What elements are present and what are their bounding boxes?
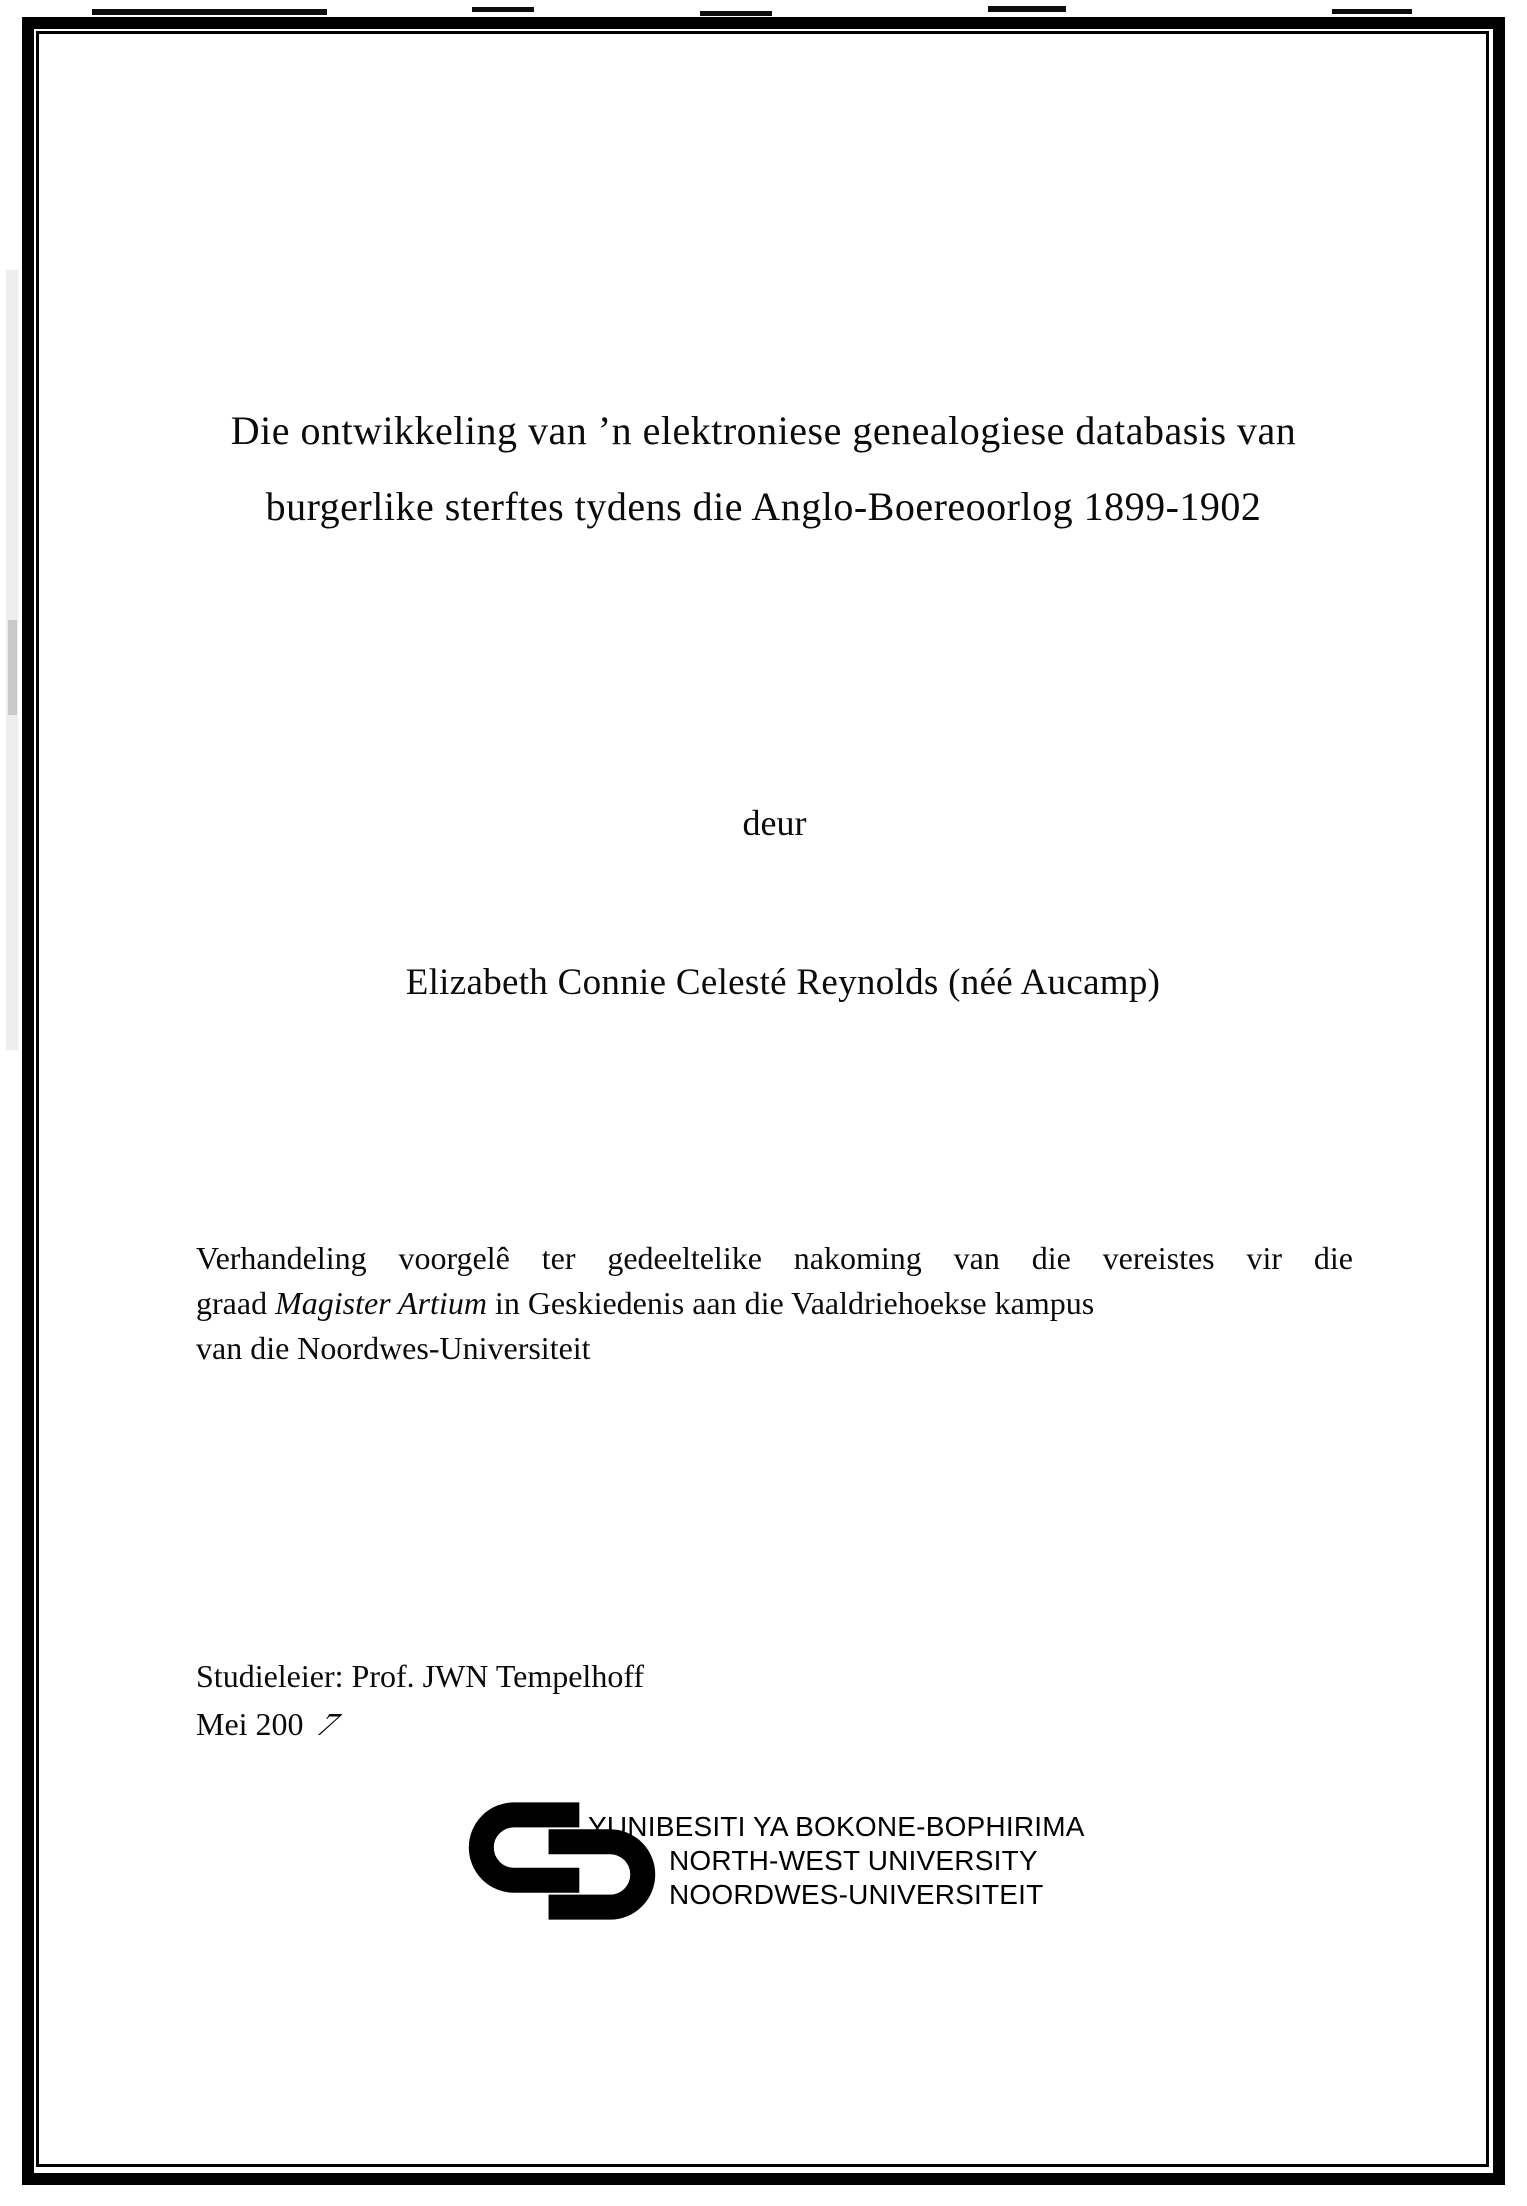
date-final-digit: 7 (309, 1706, 348, 1742)
scan-mark (1332, 9, 1412, 14)
statement-line2-suffix: in Geskiedenis aan die Vaaldriehoekse kampus (486, 1285, 1095, 1321)
statement-line2 (196, 1281, 1353, 1326)
university-name-setswana: YUNIBESITI YA BOKONE-BOPHIRIMA (588, 1811, 1085, 1842)
university-name-english: NORTH-WEST UNIVERSITY (669, 1845, 1038, 1876)
degree-name: Magister Artium (275, 1285, 487, 1321)
university-name-block (588, 1810, 1085, 1912)
scan-mark (988, 6, 1066, 12)
credits-block (196, 1652, 644, 1748)
thesis-title (0, 393, 1527, 545)
scan-smudge (8, 620, 17, 715)
byline: deur (742, 803, 807, 843)
date-line (196, 1700, 644, 1748)
university-name-afrikaans: NOORDWES-UNIVERSITEIT (669, 1879, 1044, 1910)
date-prefix: Mei 200 (196, 1706, 304, 1742)
scan-mark (700, 11, 772, 16)
supervisor-line: Studieleier: Prof. JWN Tempelhoff (196, 1658, 645, 1694)
scan-mark (472, 7, 534, 12)
statement-line2-prefix: graad (196, 1285, 276, 1321)
statement-line1: Verhandeling voorgelê ter gedeeltelike nakoming van die vereistes vir die (196, 1240, 1353, 1276)
thesis-title-line2: burgerlike sterftes tydens die Anglo-Boereoorlog 1899-1902 (265, 484, 1262, 529)
statement-line3: van die Noordwes-Universiteit (196, 1330, 591, 1366)
thesis-title-line1: Die ontwikkeling van ’n elektroniese genealogiese databasis van (230, 408, 1297, 453)
scan-mark (92, 9, 327, 15)
author-name: Elizabeth Connie Celesté Reynolds (néé Aucamp) (405, 962, 1161, 1003)
submission-statement (196, 1236, 1353, 1371)
